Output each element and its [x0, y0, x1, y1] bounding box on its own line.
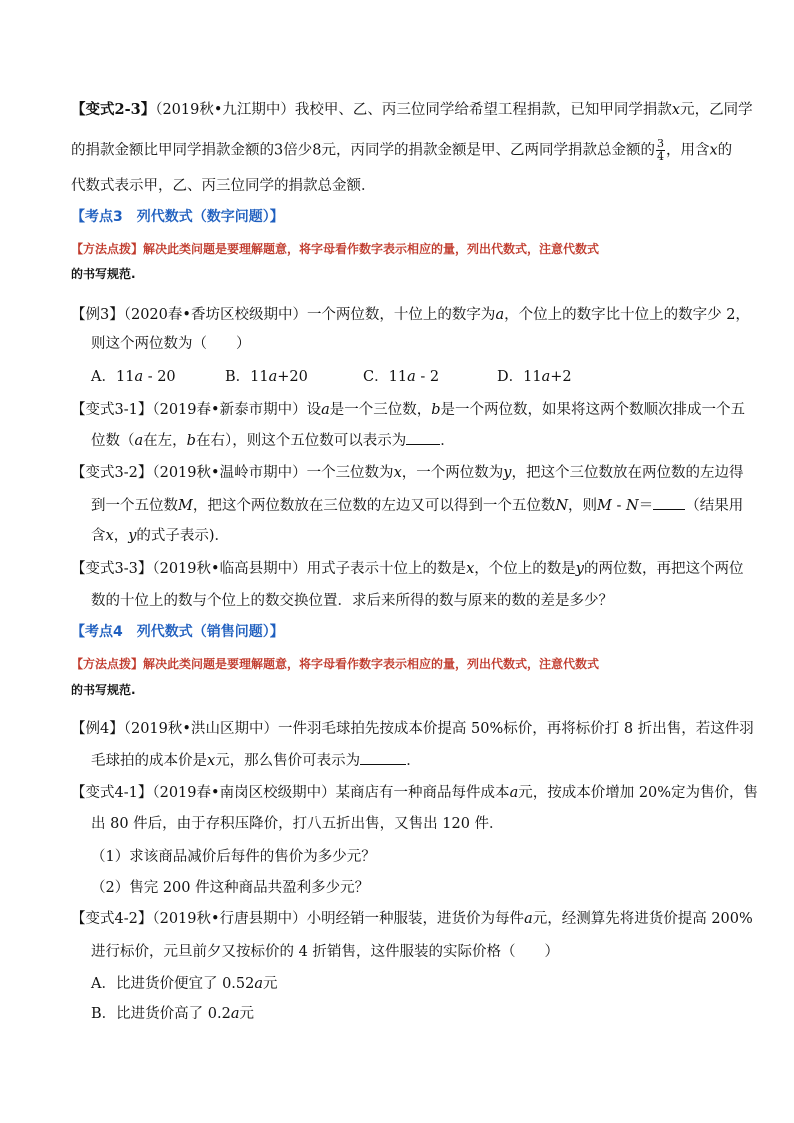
- answer-blank[interactable]: [406, 430, 440, 445]
- ex-3-option-b: B．11a+20: [225, 369, 308, 385]
- ex-4-line-2: 毛球拍的成本价是x元，那么售价可表示为 ．: [91, 750, 421, 771]
- q-4-1-line-2: 出 80 件后，由于存积压降价，打八五折出售，又售出 120 件．: [91, 816, 504, 832]
- answer-blank[interactable]: [653, 495, 685, 510]
- ex-3-option-a: A．11a - 20: [91, 369, 176, 385]
- section-3-title: 【考点3 列代数式（数字问题）】: [71, 209, 284, 225]
- answer-blank[interactable]: [360, 750, 406, 765]
- q-3-2-line-3: 含x，y的式子表示)．: [91, 528, 230, 544]
- ex-3-option-c: C．11a - 2: [363, 369, 440, 385]
- ex-3-option-d: D．11a+2: [497, 369, 572, 385]
- q-3-1-line-2: 位数（a在左，b在右），则这个五位数可以表示为 ．: [91, 430, 455, 451]
- q-4-1-sub-1: （1）求该商品减价后每件的售价为多少元？: [91, 849, 376, 865]
- q-2-3-line-2: 的捐款金额比甲同学捐款金额的3倍少8元，丙同学的捐款金额是甲、乙两同学捐款总金额的 $\frac{3}{4}$ ，用含x的: [71, 137, 733, 163]
- q-4-2-line-2: 进行标价，元旦前夕又按标价的 4 折销售，这件服装的实际价格（ ）: [91, 944, 559, 960]
- ex-4-line-1: 【例4】（2019秋•洪山区期中）一件羽毛球拍先按成本价提高 50%标价，再将标价打 8 折出售，若这件羽: [71, 721, 754, 737]
- section-4-method-line-1: 【方法点拨】解决此类问题是要理解题意，将字母看作数字表示相应的量，列出代数式，注意代数式: [71, 657, 600, 671]
- question-label: 【变式2-3】: [71, 101, 156, 118]
- q-3-2-line-2: 到一个五位数M，把这个两位数放在三位数的左边又可以得到一个五位数N，则M - N＝ （结果用: [91, 495, 743, 516]
- q-2-3-line-1: 【变式2-3】（2019秋•九江期中）我校甲、乙、丙三位同学给希望工程捐款，已知甲同学捐款x元，乙同学: [71, 101, 753, 118]
- section-3-method-line-2: 的书写规范.: [71, 267, 136, 281]
- fraction-three-quarters: $\frac{3}{4}$: [656, 137, 664, 163]
- section-3-method-line-1: 【方法点拨】解决此类问题是要理解题意，将字母看作数字表示相应的量，列出代数式，注意代数式: [71, 242, 600, 256]
- q-3-1-line-1: 【变式3-1】（2019春•新泰市期中）设a是一个三位数，b是一个两位数，如果将这两个数顺次排成一个五: [71, 402, 746, 418]
- q-3-2-line-1: 【变式3-2】（2019秋•温岭市期中）一个三位数为x，一个两位数为y，把这个三位数放在两位数的左边得: [71, 465, 744, 481]
- section-4-method-line-2: 的书写规范.: [71, 683, 136, 697]
- ex-3-line-2: 则这个两位数为（ ）: [91, 336, 251, 352]
- q-3-3-line-1: 【变式3-3】（2019秋•临高县期中）用式子表示十位上的数是x，个位上的数是y的两位数，再把这个两位: [71, 561, 744, 577]
- q-4-1-sub-2: （2）售完 200 件这种商品共盈利多少元？: [91, 880, 370, 896]
- q-4-2-option-a: A．比进货价便宜了 0.52a元: [91, 976, 278, 992]
- q-2-3-line-3: 代数式表示甲，乙、丙三位同学的捐款总金额．: [71, 178, 376, 194]
- section-4-title: 【考点4 列代数式（销售问题）】: [71, 624, 284, 640]
- q-4-1-line-1: 【变式4-1】（2019春•南岗区校级期中）某商店有一种商品每件成本a元，按成本价增加 20%定为售价，售: [71, 785, 759, 801]
- q-4-2-line-1: 【变式4-2】（2019秋•行唐县期中）小明经销一种服装，进货价为每件a元，经测算先将进货价提高 200%: [71, 911, 753, 927]
- q-4-2-option-b: B．比进货价高了 0.2a元: [91, 1006, 254, 1022]
- ex-3-line-1: 【例3】（2020春•香坊区校级期中）一个两位数，十位上的数字为a，个位上的数字比十位上的数字少 2，: [71, 307, 750, 323]
- q-3-3-line-2: 数的十位上的数与个位上的数交换位置．求后来所得的数与原来的数的差是多少？: [91, 593, 613, 609]
